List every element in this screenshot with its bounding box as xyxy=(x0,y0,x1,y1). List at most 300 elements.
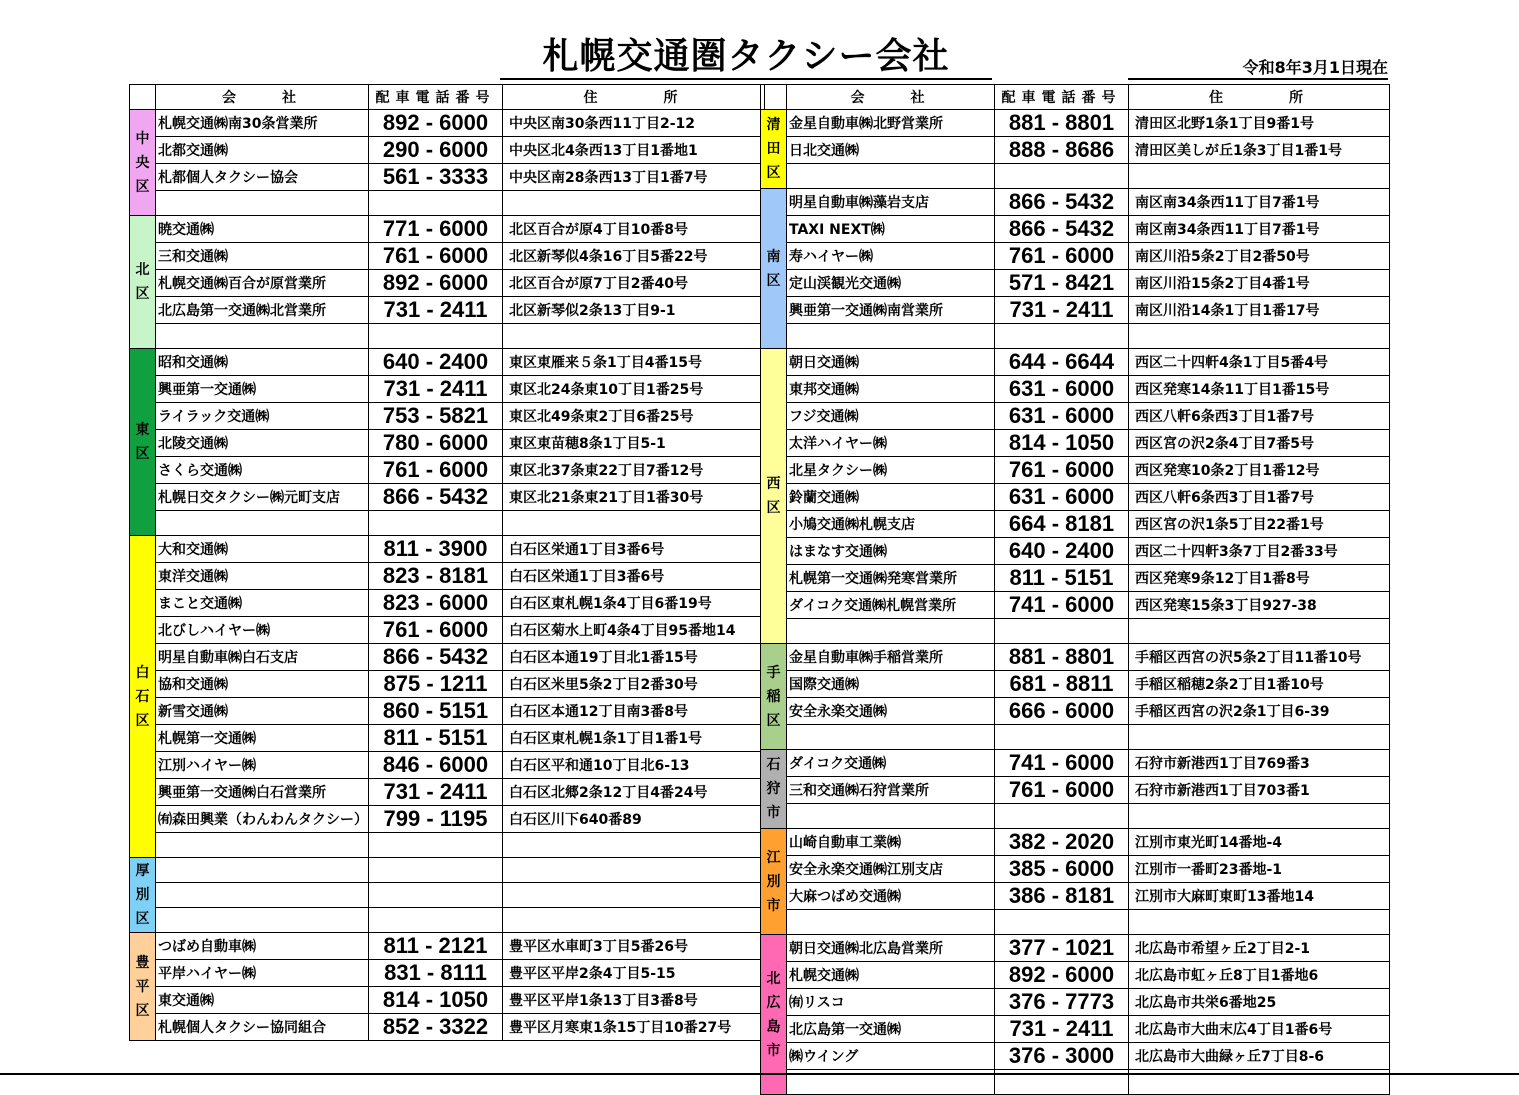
address-cell: 南区川沿14条1丁目1番17号 xyxy=(1129,297,1390,324)
district-cell: 中 央 区 xyxy=(130,110,156,216)
address-cell: 西区八軒6条西3丁目1番7号 xyxy=(1129,403,1390,430)
address-cell: 西区発寒15条3丁目927-38 xyxy=(1129,592,1390,619)
phone-cell xyxy=(995,164,1129,189)
phone-cell: 664 - 8181 xyxy=(995,511,1129,538)
address-cell: 中央区南28条西13丁目1番7号 xyxy=(503,164,765,191)
phone-cell: 631 - 6000 xyxy=(995,403,1129,430)
address-cell: 西区発寒9条12丁目1番8号 xyxy=(1129,565,1390,592)
company-cell: 興亜第一交通㈱ xyxy=(156,376,369,403)
table-row xyxy=(761,324,1390,349)
address-cell: 白石区栄通1丁目3番6号 xyxy=(503,563,765,590)
address-cell: 白石区栄通1丁目3番6号 xyxy=(503,536,765,563)
company-cell: 太洋ハイヤー㈱ xyxy=(787,430,995,457)
address-cell xyxy=(503,324,765,349)
address-cell: 北広島市大曲緑ヶ丘7丁目8-6 xyxy=(1129,1043,1390,1070)
address-cell xyxy=(1129,804,1390,829)
address-cell xyxy=(503,858,765,883)
phone-cell: 811 - 5151 xyxy=(369,725,503,752)
company-cell: 大麻つばめ交通㈱ xyxy=(787,883,995,910)
company-cell xyxy=(156,191,369,216)
table-row xyxy=(130,511,765,536)
phone-cell: 866 - 5432 xyxy=(369,644,503,671)
phone-cell: 290 - 6000 xyxy=(369,137,503,164)
address-cell: 石狩市新港西1丁目769番3 xyxy=(1129,750,1390,777)
phone-cell: 823 - 8181 xyxy=(369,563,503,590)
company-cell: 定山渓観光交通㈱ xyxy=(787,270,995,297)
phone-cell xyxy=(369,511,503,536)
table-row xyxy=(130,270,765,297)
district-cell: 北 広 島 市 xyxy=(761,935,787,1095)
address-cell: 手稲区西宮の沢2条1丁目6-39 xyxy=(1129,698,1390,725)
company-cell xyxy=(787,619,995,644)
address-cell: 豊平区月寒東1条15丁目10番27号 xyxy=(503,1014,765,1041)
company-cell xyxy=(156,324,369,349)
address-cell: 江別市大麻町東町13番地14 xyxy=(1129,883,1390,910)
phone-cell: 640 - 2400 xyxy=(369,349,503,376)
company-cell: 明星自動車㈱藻岩支店 xyxy=(787,189,995,216)
phone-cell: 888 - 8686 xyxy=(995,137,1129,164)
table-header-row xyxy=(761,85,1390,110)
phone-cell: 631 - 6000 xyxy=(995,376,1129,403)
company-cell: ㈲リスコ xyxy=(787,989,995,1016)
phone-cell: 892 - 6000 xyxy=(369,270,503,297)
company-cell: 江別ハイヤー㈱ xyxy=(156,752,369,779)
phone-cell: 780 - 6000 xyxy=(369,430,503,457)
company-cell: 北陵交通㈱ xyxy=(156,430,369,457)
company-cell xyxy=(156,858,369,883)
phone-cell: 731 - 2411 xyxy=(369,779,503,806)
phone-cell: 681 - 8811 xyxy=(995,671,1129,698)
table-row xyxy=(761,349,1390,376)
phone-cell: 761 - 6000 xyxy=(995,777,1129,804)
company-cell xyxy=(156,833,369,858)
company-cell: 安全永楽交通㈱江別支店 xyxy=(787,856,995,883)
company-header: 会 社 xyxy=(156,85,369,110)
address-cell: 手稲区西宮の沢5条2丁目11番10号 xyxy=(1129,644,1390,671)
company-cell: 国際交通㈱ xyxy=(787,671,995,698)
company-cell: 大和交通㈱ xyxy=(156,536,369,563)
table-row xyxy=(761,935,1390,962)
company-cell: 三和交通㈱石狩営業所 xyxy=(787,777,995,804)
company-cell xyxy=(787,804,995,829)
phone-cell: 385 - 6000 xyxy=(995,856,1129,883)
address-cell: 南区南34条西11丁目7番1号 xyxy=(1129,216,1390,243)
company-cell: 北都交通㈱ xyxy=(156,137,369,164)
table-row xyxy=(761,750,1390,777)
table-row xyxy=(761,856,1390,883)
company-cell: 朝日交通㈱北広島営業所 xyxy=(787,935,995,962)
address-cell xyxy=(503,191,765,216)
phone-cell xyxy=(995,804,1129,829)
table-row xyxy=(130,324,765,349)
phone-cell xyxy=(369,908,503,933)
company-cell: 興亜第一交通㈱南営業所 xyxy=(787,297,995,324)
address-header: 住 所 xyxy=(503,85,765,110)
address-cell: 清田区美しが丘1条3丁目1番1号 xyxy=(1129,137,1390,164)
table-row xyxy=(761,137,1390,164)
address-cell xyxy=(503,511,765,536)
address-cell xyxy=(503,883,765,908)
address-cell: 豊平区水車町3丁目5番26号 xyxy=(503,933,765,960)
phone-header: 配車電話番号 xyxy=(995,85,1129,110)
company-cell: つばめ自動車㈱ xyxy=(156,933,369,960)
table-row xyxy=(130,376,765,403)
company-cell: ダイコク交通㈱ xyxy=(787,750,995,777)
address-cell: 北広島市希望ヶ丘2丁目2-1 xyxy=(1129,935,1390,962)
address-cell: 白石区川下640番89 xyxy=(503,806,765,833)
phone-cell: 866 - 5432 xyxy=(369,484,503,511)
table-row xyxy=(130,617,765,644)
address-cell: 北区百合が原4丁目10番8号 xyxy=(503,216,765,243)
phone-cell xyxy=(369,324,503,349)
table-row xyxy=(130,644,765,671)
table-row xyxy=(130,833,765,858)
phone-cell: 866 - 5432 xyxy=(995,216,1129,243)
table-row xyxy=(130,216,765,243)
address-cell xyxy=(1129,725,1390,750)
company-cell: 鈴蘭交通㈱ xyxy=(787,484,995,511)
table-row xyxy=(130,671,765,698)
as-of-date: 令和8年3月1日現在 xyxy=(1128,58,1388,80)
district-cell: 南 区 xyxy=(761,189,787,349)
company-cell: 小鳩交通㈱札幌支店 xyxy=(787,511,995,538)
address-cell: 東区東雁来５条1丁目4番15号 xyxy=(503,349,765,376)
company-cell: 北びしハイヤー㈱ xyxy=(156,617,369,644)
page-title: 札幌交通圏タクシー会社 xyxy=(500,36,992,80)
address-cell: 西区二十四軒3条7丁目2番33号 xyxy=(1129,538,1390,565)
district-cell: 厚 別 区 xyxy=(130,858,156,933)
address-cell: 江別市一番町23番地-1 xyxy=(1129,856,1390,883)
phone-cell: 386 - 8181 xyxy=(995,883,1129,910)
phone-cell: 814 - 1050 xyxy=(995,430,1129,457)
table-row xyxy=(761,565,1390,592)
phone-cell xyxy=(369,883,503,908)
table-row xyxy=(761,484,1390,511)
phone-cell: 631 - 6000 xyxy=(995,484,1129,511)
phone-cell: 731 - 2411 xyxy=(995,1016,1129,1043)
table-row xyxy=(761,538,1390,565)
company-cell: 北広島第一交通㈱北営業所 xyxy=(156,297,369,324)
phone-cell: 771 - 6000 xyxy=(369,216,503,243)
phone-cell: 382 - 2020 xyxy=(995,829,1129,856)
phone-cell xyxy=(369,858,503,883)
address-cell: 東区東苗穂8条1丁目5-1 xyxy=(503,430,765,457)
district-header xyxy=(761,85,787,110)
table-row xyxy=(130,137,765,164)
address-cell xyxy=(503,908,765,933)
address-cell: 北広島市虹ヶ丘8丁目1番地6 xyxy=(1129,962,1390,989)
phone-cell: 666 - 6000 xyxy=(995,698,1129,725)
address-cell: 西区宮の沢1条5丁目22番1号 xyxy=(1129,511,1390,538)
address-cell: 東区北21条東21丁目1番30号 xyxy=(503,484,765,511)
table-row xyxy=(130,430,765,457)
left-company-table xyxy=(129,84,765,1041)
address-cell xyxy=(1129,910,1390,935)
district-cell: 白 石 区 xyxy=(130,536,156,858)
phone-cell: 561 - 3333 xyxy=(369,164,503,191)
table-row xyxy=(130,698,765,725)
table-row xyxy=(761,110,1390,137)
address-cell xyxy=(1129,164,1390,189)
company-cell xyxy=(156,908,369,933)
company-cell: 明星自動車㈱白石支店 xyxy=(156,644,369,671)
district-cell: 北 区 xyxy=(130,216,156,349)
phone-cell: 761 - 6000 xyxy=(369,457,503,484)
company-cell: 札幌個人タクシー協同組合 xyxy=(156,1014,369,1041)
phone-cell: 761 - 6000 xyxy=(369,617,503,644)
table-row xyxy=(130,908,765,933)
district-header xyxy=(130,85,156,110)
address-cell: 南区川沿15条2丁目4番1号 xyxy=(1129,270,1390,297)
table-header-row xyxy=(130,85,765,110)
company-cell: 三和交通㈱ xyxy=(156,243,369,270)
table-row xyxy=(761,270,1390,297)
table-row xyxy=(761,804,1390,829)
table-row xyxy=(130,563,765,590)
address-cell: 白石区平和通10丁目北6-13 xyxy=(503,752,765,779)
phone-cell: 571 - 8421 xyxy=(995,270,1129,297)
phone-cell: 892 - 6000 xyxy=(369,110,503,137)
company-cell: まこと交通㈱ xyxy=(156,590,369,617)
table-row xyxy=(130,484,765,511)
company-cell: さくら交通㈱ xyxy=(156,457,369,484)
address-cell: 北区百合が原7丁目2番40号 xyxy=(503,270,765,297)
phone-cell: 881 - 8801 xyxy=(995,110,1129,137)
company-cell: 朝日交通㈱ xyxy=(787,349,995,376)
company-cell: 昭和交通㈱ xyxy=(156,349,369,376)
address-cell: 東区北37条東22丁目7番12号 xyxy=(503,457,765,484)
company-cell xyxy=(156,883,369,908)
table-row xyxy=(761,883,1390,910)
table-row xyxy=(761,989,1390,1016)
company-cell xyxy=(787,164,995,189)
company-cell: 新雪交通㈱ xyxy=(156,698,369,725)
address-cell: 南区川沿5条2丁目2番50号 xyxy=(1129,243,1390,270)
address-cell: 白石区北郷2条12丁目4番24号 xyxy=(503,779,765,806)
company-cell: ダイコク交通㈱札幌営業所 xyxy=(787,592,995,619)
company-cell: 東邦交通㈱ xyxy=(787,376,995,403)
phone-cell: 761 - 6000 xyxy=(995,243,1129,270)
company-cell: 日北交通㈱ xyxy=(787,137,995,164)
table-row xyxy=(761,910,1390,935)
table-row xyxy=(130,590,765,617)
table-row xyxy=(761,829,1390,856)
address-cell: 白石区菊水上町4条4丁目95番地14 xyxy=(503,617,765,644)
phone-cell: 831 - 8111 xyxy=(369,960,503,987)
address-cell: 北区新琴似4条16丁目5番22号 xyxy=(503,243,765,270)
phone-cell xyxy=(995,725,1129,750)
company-cell xyxy=(156,511,369,536)
district-cell: 手 稲 区 xyxy=(761,644,787,750)
company-cell: 札幌交通㈱ xyxy=(787,962,995,989)
company-cell: 金星自動車㈱手稲営業所 xyxy=(787,644,995,671)
company-cell: 興亜第一交通㈱白石営業所 xyxy=(156,779,369,806)
company-cell: ㈱ウイング xyxy=(787,1043,995,1070)
table-row xyxy=(761,592,1390,619)
company-cell: 北星タクシー㈱ xyxy=(787,457,995,484)
address-cell: 北広島市共栄6番地25 xyxy=(1129,989,1390,1016)
company-cell: 東洋交通㈱ xyxy=(156,563,369,590)
phone-cell: 814 - 1050 xyxy=(369,987,503,1014)
address-cell: 豊平区平岸2条4丁目5-15 xyxy=(503,960,765,987)
company-cell: 暁交通㈱ xyxy=(156,216,369,243)
table-row xyxy=(761,698,1390,725)
company-cell: 札都個人タクシー協会 xyxy=(156,164,369,191)
address-cell: 北広島市大曲末広4丁目1番6号 xyxy=(1129,1016,1390,1043)
address-cell: 北区新琴似2条13丁目9-1 xyxy=(503,297,765,324)
address-cell: 西区八軒6条西3丁目1番7号 xyxy=(1129,484,1390,511)
address-cell xyxy=(503,833,765,858)
table-row xyxy=(130,191,765,216)
table-row xyxy=(761,1016,1390,1043)
table-row xyxy=(761,1043,1390,1070)
company-cell: 平岸ハイヤー㈱ xyxy=(156,960,369,987)
address-cell: 西区発寒14条11丁目1番15号 xyxy=(1129,376,1390,403)
address-cell: 西区二十四軒4条1丁目5番4号 xyxy=(1129,349,1390,376)
table-row xyxy=(130,960,765,987)
table-row xyxy=(761,962,1390,989)
table-row xyxy=(130,110,765,137)
address-cell: 西区発寒10条2丁目1番12号 xyxy=(1129,457,1390,484)
phone-cell: 377 - 1021 xyxy=(995,935,1129,962)
address-cell: 西区宮の沢2条4丁目7番5号 xyxy=(1129,430,1390,457)
company-cell: 安全永楽交通㈱ xyxy=(787,698,995,725)
phone-cell xyxy=(369,833,503,858)
company-cell xyxy=(787,725,995,750)
phone-cell: 811 - 2121 xyxy=(369,933,503,960)
address-cell: 白石区東札幌1条1丁目1番1号 xyxy=(503,725,765,752)
address-cell: 手稲区稲穂2条2丁目1番10号 xyxy=(1129,671,1390,698)
table-row xyxy=(130,536,765,563)
company-cell: ライラック交通㈱ xyxy=(156,403,369,430)
table-row xyxy=(130,297,765,324)
table-row xyxy=(130,752,765,779)
phone-cell: 731 - 2411 xyxy=(369,297,503,324)
company-cell: フジ交通㈱ xyxy=(787,403,995,430)
phone-cell: 731 - 2411 xyxy=(995,297,1129,324)
phone-cell xyxy=(995,910,1129,935)
company-cell: 札幌日交タクシー㈱元町支店 xyxy=(156,484,369,511)
district-cell: 清 田 区 xyxy=(761,110,787,189)
address-cell: 白石区本通12丁目南3番8号 xyxy=(503,698,765,725)
address-cell: 江別市東光町14番地-4 xyxy=(1129,829,1390,856)
company-cell: TAXI NEXT㈱ xyxy=(787,216,995,243)
table-row xyxy=(761,376,1390,403)
address-cell: 白石区米里5条2丁目2番30号 xyxy=(503,671,765,698)
company-cell: 北広島第一交通㈱ xyxy=(787,1016,995,1043)
table-row xyxy=(761,189,1390,216)
phone-cell: 811 - 3900 xyxy=(369,536,503,563)
phone-cell: 731 - 2411 xyxy=(369,376,503,403)
table-row xyxy=(761,430,1390,457)
phone-cell: 761 - 6000 xyxy=(995,457,1129,484)
table-row xyxy=(130,725,765,752)
company-cell: はまなす交通㈱ xyxy=(787,538,995,565)
phone-cell: 866 - 5432 xyxy=(995,189,1129,216)
address-cell: 中央区南30条西11丁目2-12 xyxy=(503,110,765,137)
phone-cell: 644 - 6644 xyxy=(995,349,1129,376)
address-cell xyxy=(1129,619,1390,644)
phone-cell: 741 - 6000 xyxy=(995,592,1129,619)
company-cell: 札幌第一交通㈱発寒営業所 xyxy=(787,565,995,592)
phone-cell: 799 - 1195 xyxy=(369,806,503,833)
phone-cell: 881 - 8801 xyxy=(995,644,1129,671)
phone-cell: 811 - 5151 xyxy=(995,565,1129,592)
company-cell: 東交通㈱ xyxy=(156,987,369,1014)
table-row xyxy=(761,619,1390,644)
phone-cell: 823 - 6000 xyxy=(369,590,503,617)
table-row xyxy=(761,644,1390,671)
address-cell: 石狩市新港西1丁目703番1 xyxy=(1129,777,1390,804)
company-cell: 札幌交通㈱南30条営業所 xyxy=(156,110,369,137)
district-cell: 豊 平 区 xyxy=(130,933,156,1041)
table-row xyxy=(761,725,1390,750)
address-cell: 清田区北野1条1丁目9番1号 xyxy=(1129,110,1390,137)
table-row xyxy=(130,403,765,430)
company-cell: 山崎自動車工業㈱ xyxy=(787,829,995,856)
table-row xyxy=(761,511,1390,538)
table-row xyxy=(761,671,1390,698)
address-cell: 東区北49条東2丁目6番25号 xyxy=(503,403,765,430)
table-row xyxy=(761,297,1390,324)
phone-cell: 741 - 6000 xyxy=(995,750,1129,777)
company-cell: 金星自動車㈱北野営業所 xyxy=(787,110,995,137)
phone-cell: 761 - 6000 xyxy=(369,243,503,270)
district-cell: 東 区 xyxy=(130,349,156,536)
table-row xyxy=(130,806,765,833)
company-cell: 寿ハイヤー㈱ xyxy=(787,243,995,270)
address-cell: 中央区北4条西13丁目1番地1 xyxy=(503,137,765,164)
table-row xyxy=(761,457,1390,484)
table-row xyxy=(130,164,765,191)
phone-header: 配車電話番号 xyxy=(369,85,503,110)
table-row xyxy=(130,243,765,270)
table-row xyxy=(761,403,1390,430)
district-cell: 西 区 xyxy=(761,349,787,644)
phone-cell: 875 - 1211 xyxy=(369,671,503,698)
page-bottom-rule xyxy=(0,1073,1519,1075)
phone-cell: 892 - 6000 xyxy=(995,962,1129,989)
phone-cell xyxy=(369,191,503,216)
table-row xyxy=(761,777,1390,804)
phone-cell: 376 - 3000 xyxy=(995,1043,1129,1070)
company-cell: 札幌第一交通㈱ xyxy=(156,725,369,752)
table-row xyxy=(130,349,765,376)
company-cell: ㈲森田興業（わんわんタクシー） xyxy=(156,806,369,833)
address-cell: 豊平区平岸1条13丁目3番8号 xyxy=(503,987,765,1014)
company-header: 会 社 xyxy=(787,85,995,110)
address-cell: 東区北24条東10丁目1番25号 xyxy=(503,376,765,403)
district-cell: 石 狩 市 xyxy=(761,750,787,829)
company-cell: 札幌交通㈱百合が原営業所 xyxy=(156,270,369,297)
address-cell xyxy=(1129,324,1390,349)
table-row xyxy=(130,779,765,806)
phone-cell xyxy=(995,619,1129,644)
company-cell: 協和交通㈱ xyxy=(156,671,369,698)
table-row xyxy=(761,243,1390,270)
phone-cell: 753 - 5821 xyxy=(369,403,503,430)
right-company-table xyxy=(760,84,1390,1095)
phone-cell: 376 - 7773 xyxy=(995,989,1129,1016)
phone-cell: 640 - 2400 xyxy=(995,538,1129,565)
table-row xyxy=(761,164,1390,189)
address-cell: 白石区東札幌1条4丁目6番19号 xyxy=(503,590,765,617)
address-cell: 白石区本通19丁目北1番15号 xyxy=(503,644,765,671)
table-row xyxy=(761,216,1390,243)
table-row xyxy=(130,457,765,484)
company-cell xyxy=(787,324,995,349)
table-row xyxy=(130,933,765,960)
